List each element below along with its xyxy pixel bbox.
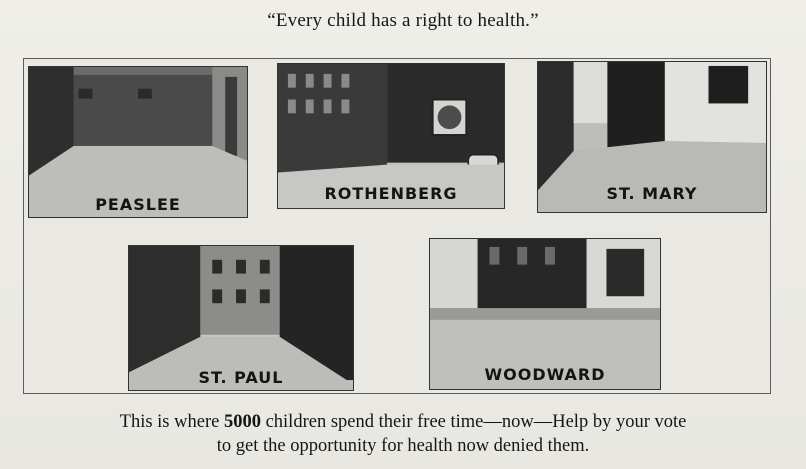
caption-line-1	[0, 410, 806, 434]
photo-label-peaslee: PEASLEE	[95, 195, 181, 214]
photo-st-paul	[128, 245, 354, 391]
photo-peaslee	[28, 66, 248, 218]
caption-number: 5000	[223, 412, 261, 432]
caption-line-2: to get the opportunity for health now denied them.	[216, 436, 590, 456]
photo-panel	[23, 58, 771, 394]
photo-label-st-mary: ST. MARY	[606, 184, 698, 203]
photo-label-st-paul: ST. PAUL	[198, 368, 284, 387]
photo-rothenberg	[277, 63, 505, 209]
caption	[0, 410, 806, 458]
caption-text-b: children spend their free time—now—Help by your vote	[260, 412, 687, 432]
quote-heading: “Every child has a right to health.”	[267, 10, 539, 31]
photo-label-rothenberg: ROTHENBERG	[324, 184, 458, 203]
caption-text-a: This is where	[119, 412, 224, 432]
photo-st-mary	[537, 61, 767, 213]
photo-woodward	[429, 238, 661, 390]
photo-label-woodward: WOODWARD	[484, 365, 606, 384]
